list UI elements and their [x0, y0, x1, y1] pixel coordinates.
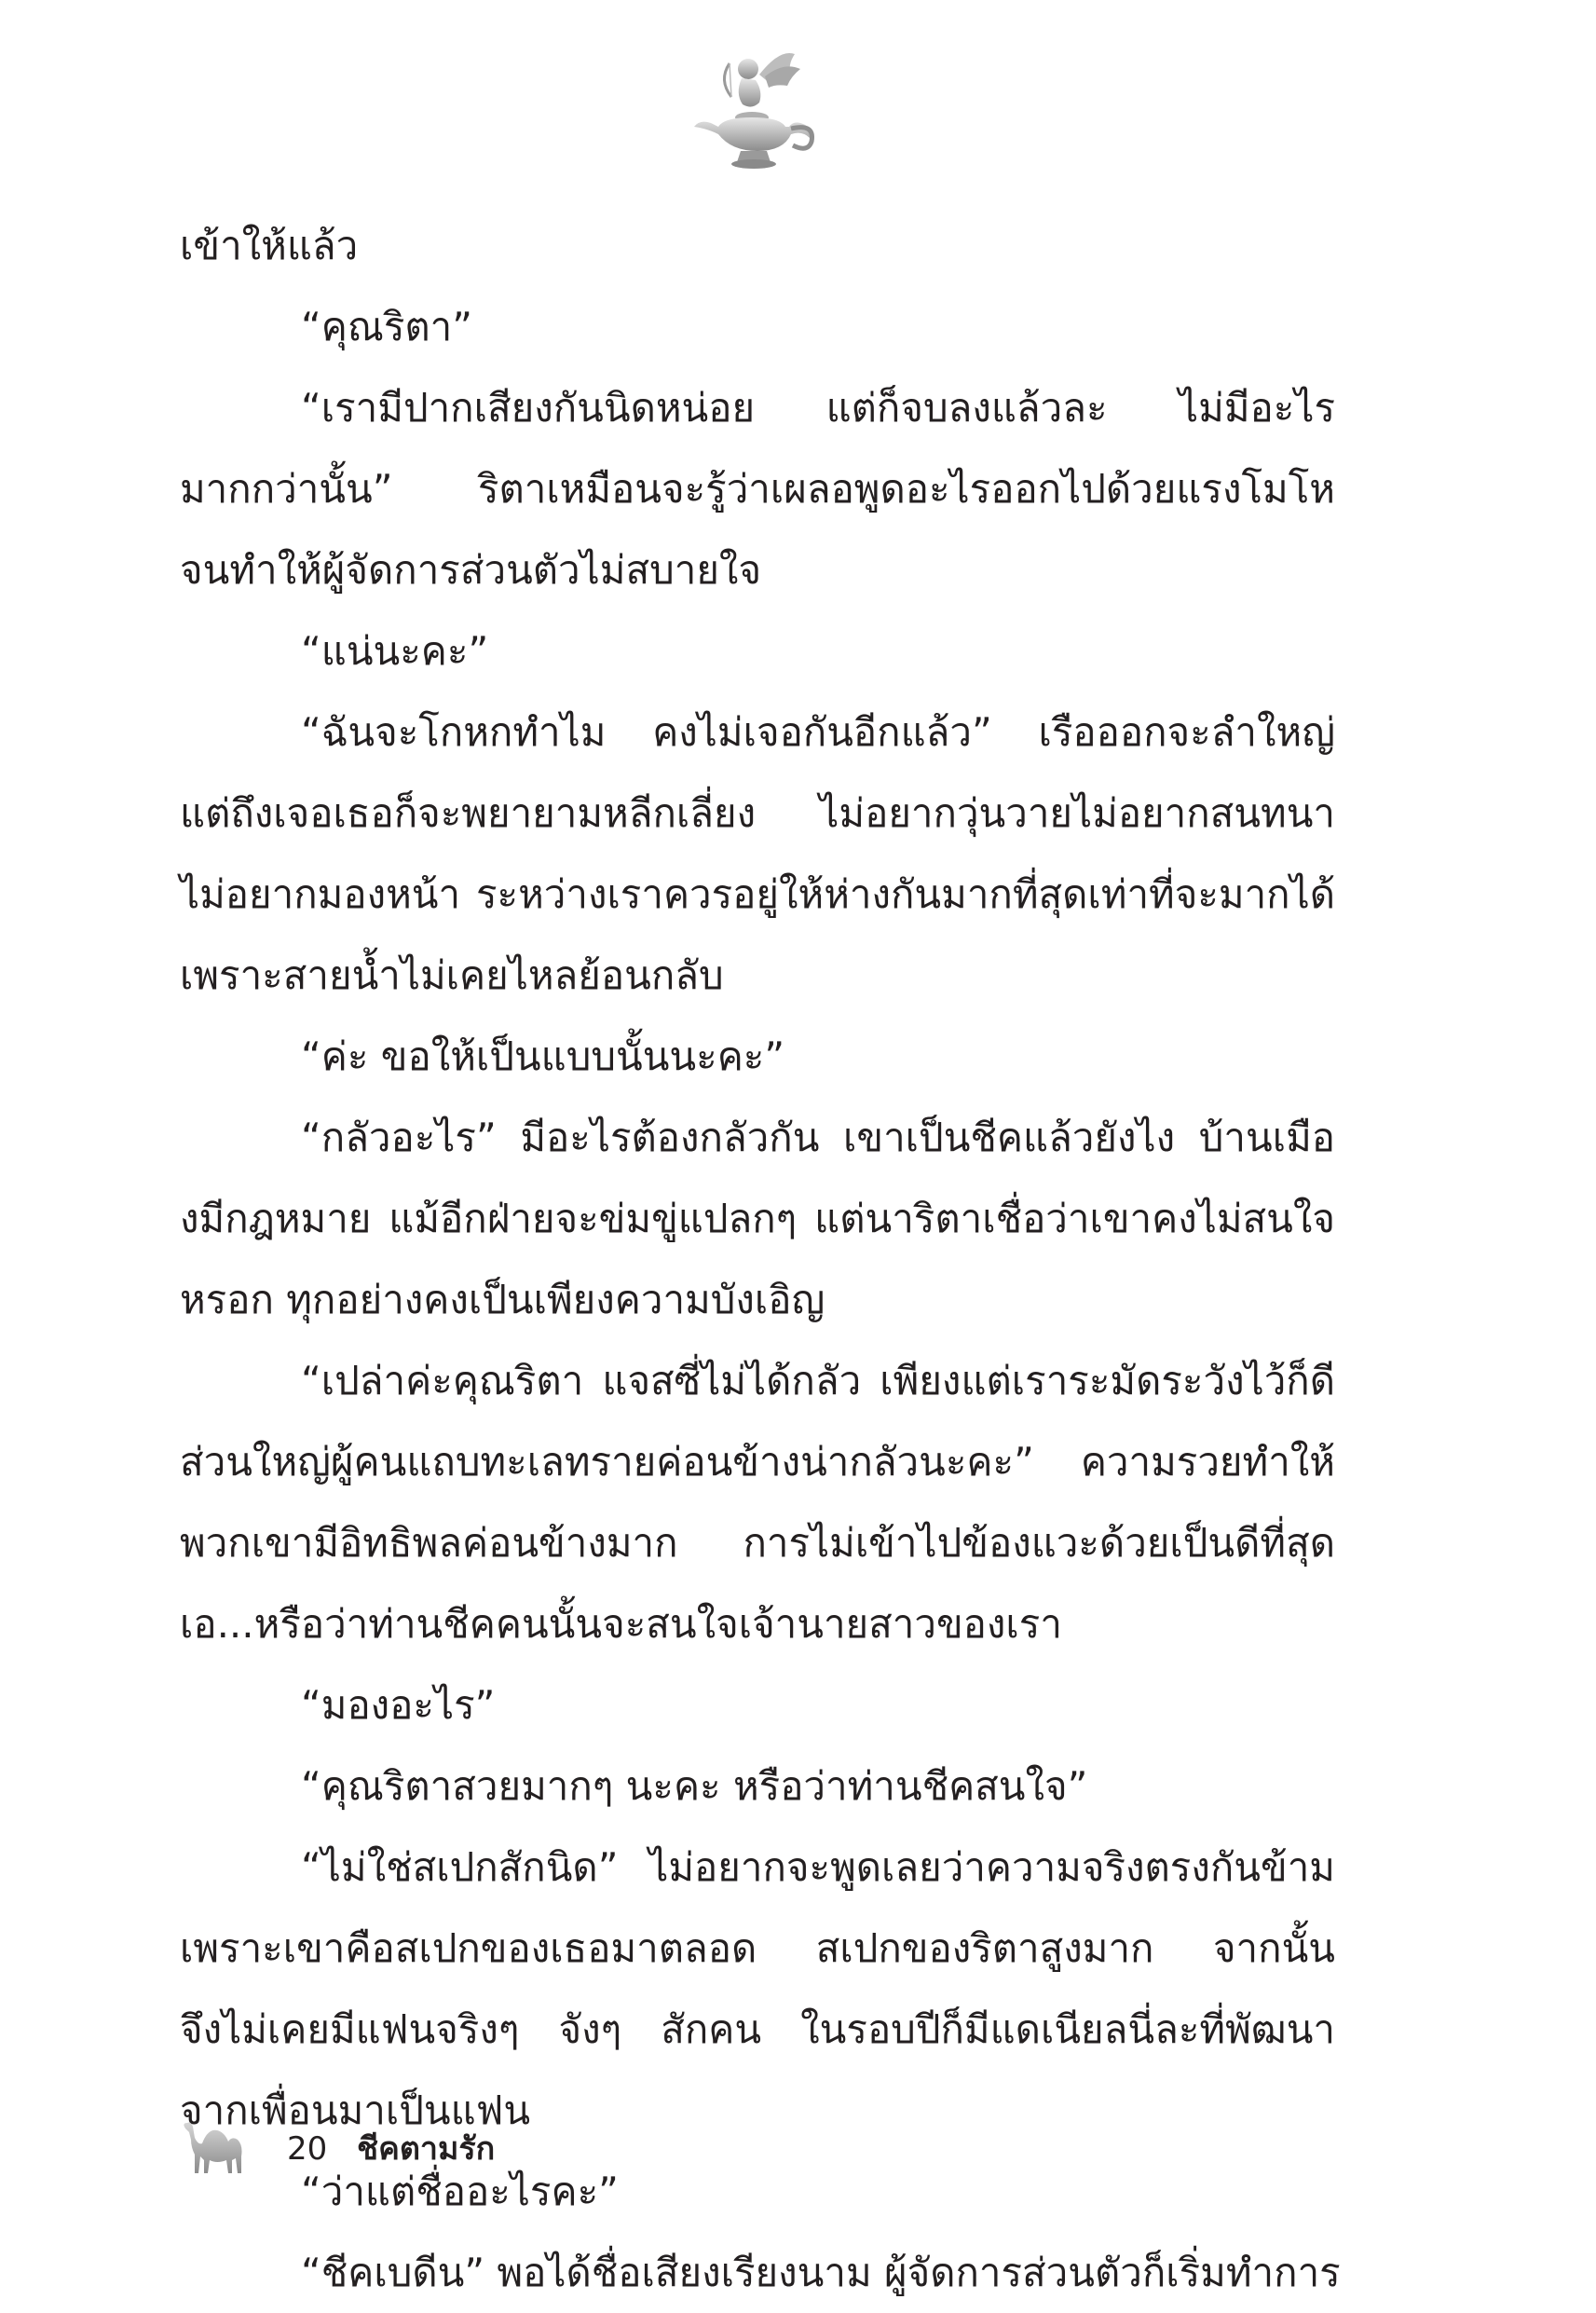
- text-line: “เปล่าค่ะคุณริตา แจสซี่ไม่ได้กลัว เพียงแต่เราระมัดระวังไว้ก็ดี: [301, 1358, 1335, 1403]
- text-line: “ว่าแต่ชื่ออะไรคะ”: [301, 2169, 619, 2214]
- text-line: “กลัวอะไร” มีอะไรต้องกลัวกัน เขาเป็นชีคแล้วยังไง บ้านเมือ: [301, 1115, 1335, 1160]
- text-line: “ไม่ใช่สเปกสักนิด” ไม่อยากจะพูดเลยว่าความจริงตรงกันข้าม: [301, 1844, 1335, 1890]
- body-text: [180, 205, 1341, 2313]
- text-line: พวกเขามีอิทธิพลค่อนข้างมาก การไม่เข้าไปข้องแวะด้วยเป็นดีที่สุด: [180, 1520, 1335, 1566]
- text-line: จึงไม่เคยมีแฟนจริงๆ จังๆ สักคน ในรอบปีก็มีแดเนียลนี่ละที่พัฒนา: [180, 2006, 1335, 2052]
- text-line: “ชีคเบดีน” พอได้ชื่อเสียงเรียงนาม ผู้จัดการส่วนตัวก็เริ่มทำการ: [301, 2250, 1341, 2295]
- text-line: ไม่อยากมองหน้า ระหว่างเราควรอยู่ให้ห่างกันมากที่สุดเท่าที่จะมากได้: [180, 871, 1335, 917]
- text-line: “เรามีปากเสียงกันนิดหน่อย แต่ก็จบลงแล้วละ ไม่มีอะไร: [301, 385, 1335, 431]
- text-line: เข้าให้แล้ว: [180, 223, 359, 268]
- lamp-cupid-ornament-icon: [690, 37, 821, 177]
- text-line: งมีกฎหมาย แม้อีกฝ่ายจะข่มขู่แปลกๆ แต่นาริตาเชื่อว่าเขาคงไม่สนใจ: [180, 1196, 1335, 1241]
- text-line: มากกว่านั้น” ริตาเหมือนจะรู้ว่าเผลอพูดอะไรออกไปด้วยแรงโมโห: [180, 466, 1335, 512]
- text-line: ส่วนใหญ่ผู้คนแถบทะเลทรายค่อนข้างน่ากลัวนะคะ” ความรวยทำให้: [180, 1439, 1335, 1485]
- text-line: จากเพื่อนมาเป็นแฟน: [180, 2087, 531, 2133]
- book-title: ชีคตามรัก: [357, 2130, 496, 2168]
- text-line: “ค่ะ ขอให้เป็นแบบนั้นนะคะ”: [301, 1033, 785, 1079]
- text-line: จนทำให้ผู้จัดการส่วนตัวไม่สบายใจ: [180, 547, 762, 593]
- text-line: “แน่นะคะ”: [301, 628, 489, 674]
- text-line: “มองอะไร”: [301, 1682, 496, 1728]
- text-line: แต่ถึงเจอเธอก็จะพยายามหลีกเลี่ยง ไม่อยากวุ่นวายไม่อยากสนทนา: [180, 790, 1335, 836]
- text-line: “คุณริตา”: [301, 304, 472, 349]
- text-line: เพราะสายน้ำไม่เคยไหลย้อนกลับ: [180, 952, 724, 998]
- page-number: 20: [287, 2130, 328, 2168]
- text-line: เพราะเขาคือสเปกของเธอมาตลอด สเปกของริตาสูงมาก จากนั้น: [180, 1925, 1335, 1971]
- text-line: “ฉันจะโกหกทำไม คงไม่เจอกันอีกแล้ว” เรือออกจะลำใหญ่: [301, 709, 1335, 755]
- text-line: หรอก ทุกอย่างคงเป็นเพียงความบังเอิญ: [180, 1277, 825, 1322]
- text-line: “คุณริตาสวยมากๆ นะคะ หรือว่าท่านชีคสนใจ”: [301, 1763, 1088, 1809]
- camel-icon: [180, 2119, 254, 2179]
- page-footer: [180, 2117, 739, 2183]
- text-line: เอ...หรือว่าท่านชีคคนนั้นจะสนใจเจ้านายสาวของเรา: [180, 1601, 1062, 1647]
